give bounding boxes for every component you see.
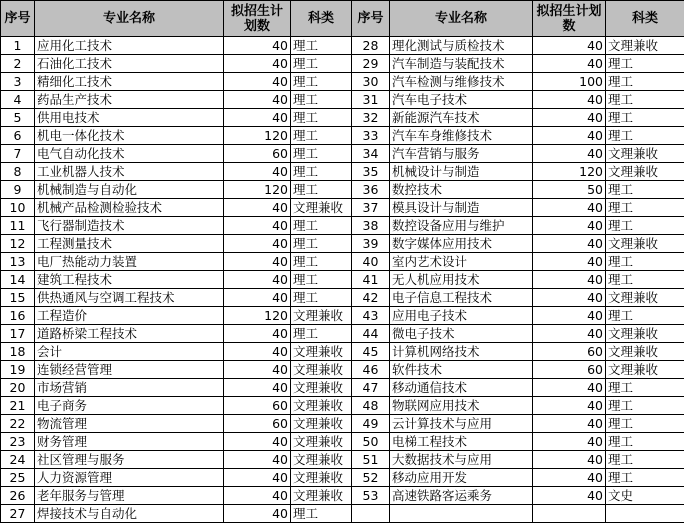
right-category-cell: 文理兼收	[606, 343, 684, 361]
major-name-cell: 精细化工技术	[35, 73, 224, 91]
table-row	[1, 451, 684, 469]
right-serial-number-cell: 39	[352, 235, 390, 253]
major-name-cell: 电气自动化技术	[35, 145, 224, 163]
planned-count-cell: 120	[224, 127, 291, 145]
right-serial-number-cell: 28	[352, 37, 390, 55]
right-serial-number-cell: 47	[352, 379, 390, 397]
right-category-cell: 理工	[606, 397, 684, 415]
major-name-cell: 工程测量技术	[35, 235, 224, 253]
right-serial-number-cell: 48	[352, 397, 390, 415]
table-row	[1, 433, 684, 451]
right-major-name-cell: 汽车车身维修技术	[390, 127, 533, 145]
right-category-cell: 理工	[606, 199, 684, 217]
category-cell: 文理兼收	[291, 487, 352, 505]
right-planned-count-cell: 40	[533, 415, 606, 433]
table-body	[1, 37, 684, 523]
serial-number-cell: 27	[1, 505, 35, 523]
right-category-cell: 文理兼收	[606, 37, 684, 55]
serial-number-cell: 24	[1, 451, 35, 469]
right-planned-count-cell: 40	[533, 55, 606, 73]
major-name-cell: 机电一体化技术	[35, 127, 224, 145]
major-name-cell: 建筑工程技术	[35, 271, 224, 289]
right-category-cell: 文史	[606, 487, 684, 505]
table-row	[1, 379, 684, 397]
planned-count-cell: 40	[224, 235, 291, 253]
header-count-right: 拟招生计划数	[533, 1, 606, 37]
right-major-name-cell: 应用电子技术	[390, 307, 533, 325]
right-category-cell: 理工	[606, 181, 684, 199]
major-name-cell: 电子商务	[35, 397, 224, 415]
planned-count-cell: 60	[224, 397, 291, 415]
serial-number-cell: 13	[1, 253, 35, 271]
category-cell: 理工	[291, 289, 352, 307]
table-row	[1, 181, 684, 199]
table-row	[1, 91, 684, 109]
planned-count-cell: 40	[224, 433, 291, 451]
right-serial-number-cell: 36	[352, 181, 390, 199]
serial-number-cell: 19	[1, 361, 35, 379]
right-major-name-cell: 数控设备应用与维护	[390, 217, 533, 235]
serial-number-cell: 26	[1, 487, 35, 505]
planned-count-cell: 40	[224, 469, 291, 487]
right-major-name-cell: 理化测试与质检技术	[390, 37, 533, 55]
right-major-name-cell: 高速铁路客运乘务	[390, 487, 533, 505]
right-category-cell: 文理兼收	[606, 235, 684, 253]
table-row	[1, 343, 684, 361]
major-name-cell: 工程造价	[35, 307, 224, 325]
header-no: 序号	[1, 1, 35, 37]
right-planned-count-cell: 40	[533, 397, 606, 415]
category-cell: 文理兼收	[291, 199, 352, 217]
planned-count-cell: 40	[224, 253, 291, 271]
category-cell: 理工	[291, 181, 352, 199]
right-planned-count-cell: 40	[533, 91, 606, 109]
right-planned-count-cell: 120	[533, 163, 606, 181]
serial-number-cell: 22	[1, 415, 35, 433]
table-row	[1, 37, 684, 55]
category-cell: 文理兼收	[291, 307, 352, 325]
right-serial-number-cell: 40	[352, 253, 390, 271]
right-serial-number-cell: 50	[352, 433, 390, 451]
major-name-cell: 老年服务与管理	[35, 487, 224, 505]
right-major-name-cell: 汽车制造与装配技术	[390, 55, 533, 73]
planned-count-cell: 40	[224, 73, 291, 91]
right-category-cell: 理工	[606, 73, 684, 91]
table-row	[1, 505, 684, 523]
right-planned-count-cell: 40	[533, 199, 606, 217]
right-major-name-cell: 移动应用开发	[390, 469, 533, 487]
table-row	[1, 325, 684, 343]
right-serial-number-cell: 49	[352, 415, 390, 433]
right-serial-number-cell: 32	[352, 109, 390, 127]
category-cell: 理工	[291, 163, 352, 181]
category-cell: 理工	[291, 91, 352, 109]
right-serial-number-cell: 30	[352, 73, 390, 91]
header-name: 专业名称	[35, 1, 224, 37]
major-name-cell: 物流管理	[35, 415, 224, 433]
right-serial-number-cell: 34	[352, 145, 390, 163]
serial-number-cell: 7	[1, 145, 35, 163]
right-major-name-cell: 无人机应用技术	[390, 271, 533, 289]
right-serial-number-cell: 52	[352, 469, 390, 487]
category-cell: 文理兼收	[291, 469, 352, 487]
table-row	[1, 289, 684, 307]
table-row	[1, 73, 684, 91]
right-planned-count-cell: 60	[533, 343, 606, 361]
planned-count-cell: 120	[224, 307, 291, 325]
right-planned-count-cell: 40	[533, 145, 606, 163]
right-planned-count-cell: 100	[533, 73, 606, 91]
right-serial-number-cell: 35	[352, 163, 390, 181]
header-no-right: 序号	[352, 1, 390, 37]
right-category-cell: 理工	[606, 307, 684, 325]
right-category-cell: 文理兼收	[606, 325, 684, 343]
category-cell: 理工	[291, 253, 352, 271]
category-cell: 理工	[291, 271, 352, 289]
table-row	[1, 415, 684, 433]
right-serial-number-cell: 33	[352, 127, 390, 145]
right-major-name-cell: 数字媒体应用技术	[390, 235, 533, 253]
table-row	[1, 397, 684, 415]
planned-count-cell: 40	[224, 361, 291, 379]
right-planned-count-cell: 40	[533, 271, 606, 289]
table-row	[1, 469, 684, 487]
header-count: 拟招生计划数	[224, 1, 291, 37]
planned-count-cell: 40	[224, 109, 291, 127]
major-name-cell: 机械产品检测检验技术	[35, 199, 224, 217]
major-name-cell: 连锁经营管理	[35, 361, 224, 379]
serial-number-cell: 12	[1, 235, 35, 253]
serial-number-cell: 18	[1, 343, 35, 361]
right-major-name-cell: 汽车电子技术	[390, 91, 533, 109]
category-cell: 文理兼收	[291, 433, 352, 451]
right-planned-count-cell: 50	[533, 181, 606, 199]
right-major-name-cell: 模具设计与制造	[390, 199, 533, 217]
right-planned-count-cell	[533, 505, 606, 523]
planned-count-cell: 40	[224, 217, 291, 235]
right-category-cell: 文理兼收	[606, 145, 684, 163]
category-cell: 文理兼收	[291, 415, 352, 433]
right-serial-number-cell: 51	[352, 451, 390, 469]
right-serial-number-cell: 53	[352, 487, 390, 505]
serial-number-cell: 3	[1, 73, 35, 91]
header-name-right: 专业名称	[390, 1, 533, 37]
category-cell: 理工	[291, 127, 352, 145]
right-serial-number-cell: 45	[352, 343, 390, 361]
category-cell: 文理兼收	[291, 379, 352, 397]
major-name-cell: 应用化工技术	[35, 37, 224, 55]
table-row	[1, 217, 684, 235]
right-planned-count-cell: 40	[533, 235, 606, 253]
serial-number-cell: 10	[1, 199, 35, 217]
right-category-cell: 理工	[606, 415, 684, 433]
serial-number-cell: 6	[1, 127, 35, 145]
major-name-cell: 机械制造与自动化	[35, 181, 224, 199]
right-category-cell: 理工	[606, 127, 684, 145]
right-category-cell: 文理兼收	[606, 289, 684, 307]
category-cell: 理工	[291, 217, 352, 235]
right-category-cell: 理工	[606, 91, 684, 109]
major-name-cell: 人力资源管理	[35, 469, 224, 487]
right-major-name-cell: 新能源汽车技术	[390, 109, 533, 127]
category-cell: 理工	[291, 505, 352, 523]
planned-count-cell: 40	[224, 505, 291, 523]
right-category-cell: 理工	[606, 379, 684, 397]
planned-count-cell: 40	[224, 55, 291, 73]
serial-number-cell: 1	[1, 37, 35, 55]
right-planned-count-cell: 40	[533, 109, 606, 127]
planned-count-cell: 40	[224, 451, 291, 469]
right-major-name-cell: 电梯工程技术	[390, 433, 533, 451]
right-planned-count-cell: 40	[533, 451, 606, 469]
right-category-cell	[606, 505, 684, 523]
table-row	[1, 55, 684, 73]
major-name-cell: 市场营销	[35, 379, 224, 397]
right-major-name-cell: 微电子技术	[390, 325, 533, 343]
major-name-cell: 石油化工技术	[35, 55, 224, 73]
right-category-cell: 文理兼收	[606, 361, 684, 379]
category-cell: 理工	[291, 145, 352, 163]
right-serial-number-cell: 38	[352, 217, 390, 235]
right-planned-count-cell: 40	[533, 253, 606, 271]
right-category-cell: 理工	[606, 271, 684, 289]
right-category-cell: 理工	[606, 109, 684, 127]
right-serial-number-cell: 44	[352, 325, 390, 343]
right-major-name-cell: 移动通信技术	[390, 379, 533, 397]
right-serial-number-cell: 46	[352, 361, 390, 379]
planned-count-cell: 40	[224, 37, 291, 55]
table-row	[1, 253, 684, 271]
right-planned-count-cell: 40	[533, 217, 606, 235]
right-major-name-cell: 物联网应用技术	[390, 397, 533, 415]
table-row	[1, 307, 684, 325]
serial-number-cell: 16	[1, 307, 35, 325]
table-row	[1, 109, 684, 127]
right-major-name-cell: 电子信息工程技术	[390, 289, 533, 307]
right-category-cell: 理工	[606, 433, 684, 451]
major-name-cell: 道路桥梁工程技术	[35, 325, 224, 343]
planned-count-cell: 40	[224, 289, 291, 307]
major-name-cell: 药品生产技术	[35, 91, 224, 109]
right-planned-count-cell: 40	[533, 379, 606, 397]
major-name-cell: 供用电技术	[35, 109, 224, 127]
right-planned-count-cell: 40	[533, 487, 606, 505]
right-major-name-cell: 室内艺术设计	[390, 253, 533, 271]
category-cell: 理工	[291, 325, 352, 343]
right-category-cell: 理工	[606, 469, 684, 487]
right-planned-count-cell: 40	[533, 307, 606, 325]
table-row	[1, 271, 684, 289]
category-cell: 文理兼收	[291, 451, 352, 469]
right-serial-number-cell: 31	[352, 91, 390, 109]
category-cell: 理工	[291, 235, 352, 253]
category-cell: 理工	[291, 73, 352, 91]
planned-count-cell: 40	[224, 343, 291, 361]
planned-count-cell: 40	[224, 163, 291, 181]
table-row	[1, 487, 684, 505]
category-cell: 理工	[291, 109, 352, 127]
right-major-name-cell: 大数据技术与应用	[390, 451, 533, 469]
table-row	[1, 199, 684, 217]
category-cell: 文理兼收	[291, 361, 352, 379]
serial-number-cell: 8	[1, 163, 35, 181]
right-planned-count-cell: 60	[533, 361, 606, 379]
major-name-cell: 社区管理与服务	[35, 451, 224, 469]
planned-count-cell: 120	[224, 181, 291, 199]
right-category-cell: 文理兼收	[606, 163, 684, 181]
right-category-cell: 理工	[606, 55, 684, 73]
right-planned-count-cell: 40	[533, 469, 606, 487]
planned-count-cell: 40	[224, 91, 291, 109]
right-planned-count-cell: 40	[533, 289, 606, 307]
header-category: 科类	[291, 1, 352, 37]
major-name-cell: 财务管理	[35, 433, 224, 451]
right-major-name-cell	[390, 505, 533, 523]
major-name-cell: 焊接技术与自动化	[35, 505, 224, 523]
right-category-cell: 理工	[606, 217, 684, 235]
major-name-cell: 供热通风与空调工程技术	[35, 289, 224, 307]
right-major-name-cell: 机械设计与制造	[390, 163, 533, 181]
serial-number-cell: 5	[1, 109, 35, 127]
serial-number-cell: 9	[1, 181, 35, 199]
right-serial-number-cell: 41	[352, 271, 390, 289]
right-serial-number-cell	[352, 505, 390, 523]
serial-number-cell: 15	[1, 289, 35, 307]
category-cell: 理工	[291, 55, 352, 73]
right-major-name-cell: 计算机网络技术	[390, 343, 533, 361]
planned-count-cell: 40	[224, 379, 291, 397]
serial-number-cell: 21	[1, 397, 35, 415]
planned-count-cell: 40	[224, 487, 291, 505]
right-planned-count-cell: 40	[533, 127, 606, 145]
category-cell: 文理兼收	[291, 397, 352, 415]
category-cell: 理工	[291, 37, 352, 55]
major-name-cell: 飞行器制造技术	[35, 217, 224, 235]
header-category-right: 科类	[606, 1, 684, 37]
planned-count-cell: 40	[224, 325, 291, 343]
table-row	[1, 163, 684, 181]
serial-number-cell: 20	[1, 379, 35, 397]
table-row	[1, 361, 684, 379]
serial-number-cell: 2	[1, 55, 35, 73]
major-name-cell: 会计	[35, 343, 224, 361]
serial-number-cell: 23	[1, 433, 35, 451]
right-major-name-cell: 数控技术	[390, 181, 533, 199]
serial-number-cell: 25	[1, 469, 35, 487]
right-serial-number-cell: 42	[352, 289, 390, 307]
table-row	[1, 145, 684, 163]
serial-number-cell: 14	[1, 271, 35, 289]
right-category-cell: 理工	[606, 451, 684, 469]
header-row	[1, 1, 684, 37]
right-serial-number-cell: 43	[352, 307, 390, 325]
right-major-name-cell: 汽车检测与维修技术	[390, 73, 533, 91]
right-major-name-cell: 汽车营销与服务	[390, 145, 533, 163]
serial-number-cell: 4	[1, 91, 35, 109]
table-row	[1, 127, 684, 145]
planned-count-cell: 60	[224, 415, 291, 433]
category-cell: 文理兼收	[291, 343, 352, 361]
major-name-cell: 工业机器人技术	[35, 163, 224, 181]
right-major-name-cell: 软件技术	[390, 361, 533, 379]
right-planned-count-cell: 40	[533, 433, 606, 451]
right-planned-count-cell: 40	[533, 37, 606, 55]
right-category-cell: 理工	[606, 253, 684, 271]
planned-count-cell: 40	[224, 199, 291, 217]
major-name-cell: 电厂热能动力装置	[35, 253, 224, 271]
right-serial-number-cell: 29	[352, 55, 390, 73]
serial-number-cell: 11	[1, 217, 35, 235]
right-planned-count-cell: 40	[533, 325, 606, 343]
planned-count-cell: 40	[224, 271, 291, 289]
table-row	[1, 235, 684, 253]
serial-number-cell: 17	[1, 325, 35, 343]
right-major-name-cell: 云计算技术与应用	[390, 415, 533, 433]
right-serial-number-cell: 37	[352, 199, 390, 217]
planned-count-cell: 60	[224, 145, 291, 163]
